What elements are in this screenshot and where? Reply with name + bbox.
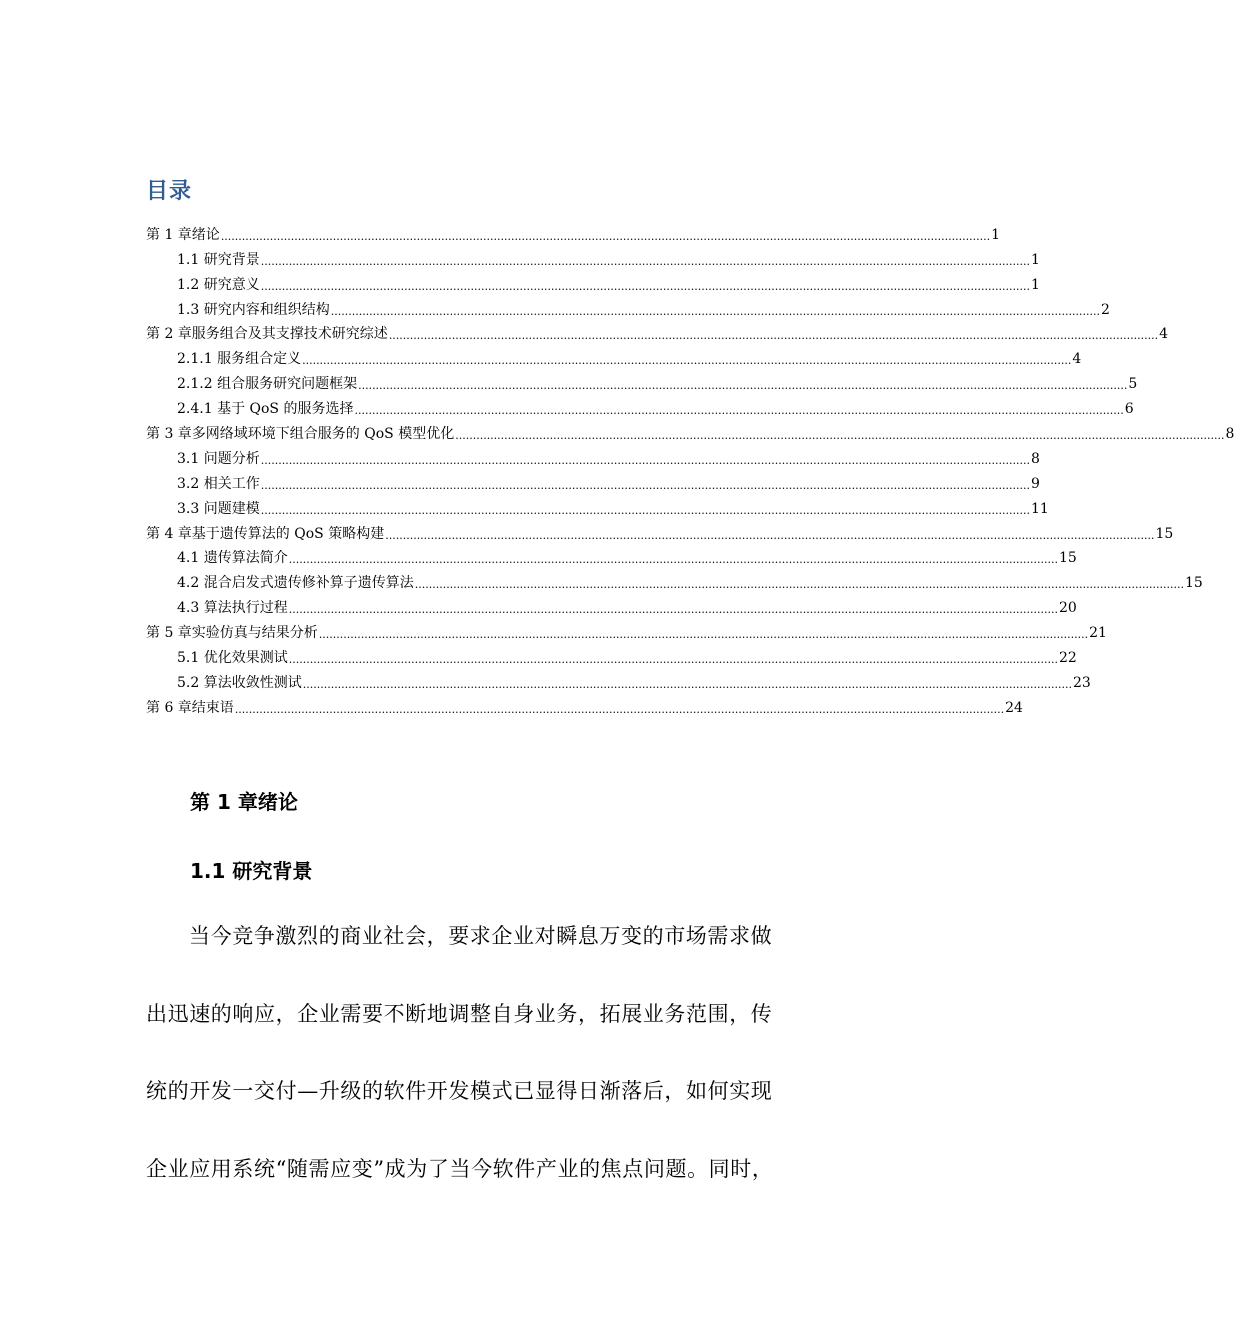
toc-entry-page: 1 [1030,276,1040,293]
toc-entry-label: 第 2 章服务组合及其支撑技术研究综述 [146,326,388,343]
toc-entry-label: 5.2 算法收敛性测试 [177,674,302,691]
toc-entry-label: 4.2 混合启发式遗传修补算子遗传算法 [177,575,414,592]
toc-dot-leader: ............................................................................................................................................................................................................................ [234,702,1005,716]
toc-dot-leader: ............................................................................................................................................................................................................................ [288,603,1058,617]
toc-entry-page: 4 [1072,351,1082,368]
toc-entry-label: 3.2 相关工作 [177,475,260,492]
toc-entry-page: 20 [1058,600,1077,617]
toc-entry[interactable] [146,269,1040,294]
toc-dot-leader: ............................................................................................................................................................................................................................ [330,304,1100,318]
paragraph-line: 当今竞争激烈的商业社会，要求企业对瞬息万变的市场需求做 [189,924,773,948]
toc-entry-label: 4.1 遗传算法简介 [177,550,288,567]
toc-entry-label: 3.1 问题分析 [177,450,260,467]
paragraph-line: 出迅速的响应，企业需要不断地调整自身业务，拓展业务范围，传 [146,1001,773,1026]
toc-entry-page: 9 [1030,475,1040,492]
toc-dot-leader: ............................................................................................................................................................................................................................ [318,628,1089,642]
toc-dot-leader: ............................................................................................................................................................................................................................ [302,677,1072,691]
toc-entry-label: 第 3 章多网络域环境下组合服务的 QoS 模型优化 [146,426,455,443]
toc-dot-leader: ............................................................................................................................................................................................................................ [354,404,1124,418]
toc-entry-label: 2.1.1 服务组合定义 [177,351,302,368]
toc-entry[interactable] [146,443,1040,468]
toc-entry-label: 第 5 章实验仿真与结果分析 [146,625,318,642]
toc-entry-label: 2.1.2 组合服务研究问题框架 [177,376,358,393]
toc-entry[interactable] [146,518,1174,543]
toc-entry[interactable] [146,667,1091,692]
toc-entry[interactable] [146,592,1077,617]
toc-dot-leader: ............................................................................................................................................................................................................................ [455,429,1225,443]
toc-entry[interactable] [146,219,1000,244]
toc-entry-page: 15 [1184,575,1203,592]
toc-dot-leader: ............................................................................................................................................................................................................................ [220,229,991,243]
toc-dot-leader: ............................................................................................................................................................................................................................ [388,329,1159,343]
toc-entry-page: 22 [1058,650,1077,667]
toc-dot-leader: ............................................................................................................................................................................................................................ [414,578,1184,592]
toc-entry[interactable] [146,368,1138,393]
toc-dot-leader: ............................................................................................................................................................................................................................ [288,653,1058,667]
toc-title: 目录 [146,179,193,204]
toc-entry-page: 6 [1124,401,1134,418]
toc-entry-page: 1 [1030,251,1040,268]
toc-entry[interactable] [146,393,1134,418]
toc-entry-page: 15 [1058,550,1077,567]
toc-entry-page: 15 [1155,525,1174,542]
paragraph-line: 统的开发一交付—升级的软件开发模式已显得日渐落后，如何实现 [146,1079,773,1103]
toc-entry-page: 8 [1225,426,1234,443]
toc-dot-leader: ............................................................................................................................................................................................................................ [302,354,1072,368]
toc-entry[interactable] [146,493,1049,518]
toc-entry[interactable] [146,319,1168,344]
paragraph-line: 企业应用系统“随需应变”成为了当今软件产业的焦点问题。同时， [146,1156,774,1181]
body-paragraph [146,918,821,1228]
toc-entry-page: 21 [1089,625,1107,642]
toc-entry-label: 第 4 章基于遗传算法的 QoS 策略构建 [146,525,385,542]
toc-entry-label: 2.4.1 基于 QoS 的服务选择 [177,401,354,418]
toc-dot-leader: ............................................................................................................................................................................................................................ [260,503,1030,517]
toc-entry[interactable] [146,244,1040,269]
toc-dot-leader: ............................................................................................................................................................................................................................ [358,379,1128,393]
toc-entry-label: 5.1 优化效果测试 [177,650,288,667]
table-of-contents [146,219,1234,717]
toc-entry-page: 23 [1072,674,1091,691]
toc-entry-page: 2 [1100,301,1110,318]
section-heading: 1.1 研究背景 [190,859,313,883]
toc-dot-leader: ............................................................................................................................................................................................................................ [260,478,1030,492]
toc-entry-page: 11 [1030,500,1049,517]
toc-entry[interactable] [146,343,1082,368]
toc-entry[interactable] [146,543,1077,568]
toc-entry-label: 第 6 章结束语 [146,699,234,716]
toc-entry-label: 4.3 算法执行过程 [177,600,288,617]
toc-entry[interactable] [146,617,1107,642]
toc-entry-label: 3.3 问题建模 [177,500,260,517]
toc-entry-label: 1.1 研究背景 [177,251,260,268]
toc-dot-leader: ............................................................................................................................................................................................................................ [260,279,1030,293]
toc-entry[interactable] [146,567,1203,592]
toc-entry[interactable] [146,294,1110,319]
toc-entry[interactable] [146,418,1234,443]
toc-entry-label: 第 1 章绪论 [146,226,220,243]
toc-dot-leader: ............................................................................................................................................................................................................................ [260,254,1030,268]
toc-entry-label: 1.2 研究意义 [177,276,260,293]
toc-entry-page: 1 [991,226,1000,243]
chapter-heading: 第 1 章绪论 [190,790,298,814]
toc-entry[interactable] [146,692,1023,717]
toc-dot-leader: ............................................................................................................................................................................................................................ [260,453,1030,467]
toc-dot-leader: ............................................................................................................................................................................................................................ [288,553,1058,567]
toc-entry[interactable] [146,642,1077,667]
toc-entry[interactable] [146,468,1040,493]
toc-dot-leader: ............................................................................................................................................................................................................................ [385,528,1155,542]
toc-entry-page: 4 [1159,326,1168,343]
toc-entry-page: 24 [1005,699,1023,716]
toc-entry-label: 1.3 研究内容和组织结构 [177,301,330,318]
toc-entry-page: 8 [1030,450,1040,467]
toc-entry-page: 5 [1128,376,1138,393]
